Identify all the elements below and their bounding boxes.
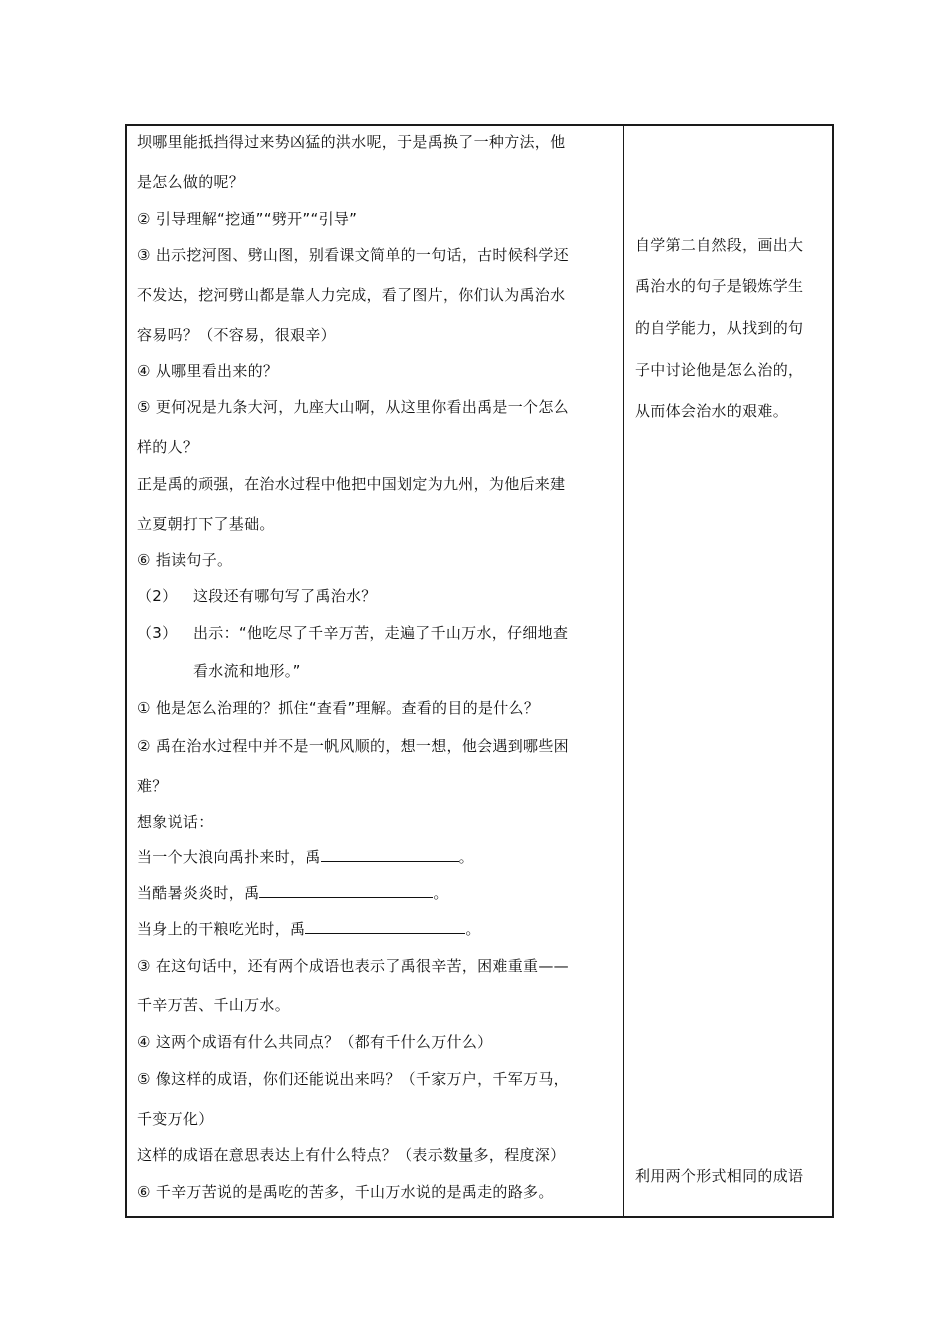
item-number: （3） xyxy=(137,624,178,642)
note-line: 从而体会治水的艰难。 xyxy=(635,402,789,420)
note-line: 子中讨论他是怎么治的， xyxy=(635,361,804,379)
fill-blank-prefix: 当身上的干粮吃光时，禹 xyxy=(137,920,306,938)
text-line: 容易吗？（不容易，很艰辛） xyxy=(137,326,336,344)
text-line: 这样的成语在意思表达上有什么特点？（表示数量多，程度深） xyxy=(137,1146,566,1164)
note-line: 利用两个形式相同的成语 xyxy=(635,1167,804,1185)
text-line: ② 引导理解“挖通”“劈开”“引导” xyxy=(137,210,358,228)
fill-blank-suffix: 。 xyxy=(433,884,449,902)
text-line: 坝哪里能抵挡得过来势凶猛的洪水呢，于是禹换了一种方法，他 xyxy=(137,133,566,151)
fill-blank-suffix: 。 xyxy=(458,848,474,866)
text-line: ③ 出示挖河图、劈山图，别看课文简单的一句话，古时候科学还 xyxy=(137,246,569,264)
column-divider xyxy=(623,126,624,1216)
note-line: 自学第二自然段，画出大 xyxy=(635,236,804,254)
lesson-table xyxy=(125,124,834,1218)
item-text: 这段还有哪句写了禹治水？ xyxy=(193,587,377,605)
fill-blank-line xyxy=(137,883,449,903)
item-number: （2） xyxy=(137,587,178,605)
text-line: 想象说话： xyxy=(137,813,214,831)
blank-underline xyxy=(305,919,465,934)
text-line: 难？ xyxy=(137,777,168,795)
blank-underline xyxy=(259,883,433,898)
text-line: ⑥ 指读句子。 xyxy=(137,551,233,569)
fill-blank-prefix: 当一个大浪向禹扑来时，禹 xyxy=(137,848,321,866)
text-line: ⑥ 千辛万苦说的是禹吃的苦多，千山万水说的是禹走的路多。 xyxy=(137,1183,554,1201)
item-text: 出示：“他吃尽了千辛万苦，走遍了千山万水，仔细地查 xyxy=(193,624,569,642)
fill-blank-line xyxy=(137,919,481,939)
text-line: ⑤ 更何况是九条大河，九座大山啊，从这里你看出禹是一个怎么 xyxy=(137,398,569,416)
text-line: 样的人？ xyxy=(137,438,199,456)
text-line: 正是禹的顽强，在治水过程中他把中国划定为九州，为他后来建 xyxy=(137,475,566,493)
text-line: 千辛万苦、千山万水。 xyxy=(137,996,291,1014)
text-line: 不发达，挖河劈山都是靠人力完成，看了图片，你们认为禹治水 xyxy=(137,286,566,304)
note-line: 禹治水的句子是锻炼学生 xyxy=(635,277,804,295)
fill-blank-suffix: 。 xyxy=(465,920,481,938)
text-line: 立夏朝打下了基础。 xyxy=(137,515,275,533)
text-line: ⑤ 像这样的成语，你们还能说出来吗？（千家万户，千军万马， xyxy=(137,1070,569,1088)
item-text-continued: 看水流和地形。” xyxy=(193,662,301,680)
text-line: ④ 这两个成语有什么共同点？（都有千什么万什么） xyxy=(137,1033,493,1051)
text-line: ① 他是怎么治理的？抓住“查看”理解。查看的目的是什么？ xyxy=(137,699,540,717)
blank-underline xyxy=(321,847,459,862)
fill-blank-line xyxy=(137,847,474,867)
text-line: ③ 在这句话中，还有两个成语也表示了禹很辛苦，困难重重—— xyxy=(137,957,569,975)
text-line: ② 禹在治水过程中并不是一帆风顺的，想一想，他会遇到哪些困 xyxy=(137,737,569,755)
text-line: 千变万化） xyxy=(137,1110,214,1128)
fill-blank-prefix: 当酷暑炎炎时，禹 xyxy=(137,884,260,902)
text-line: ④ 从哪里看出来的？ xyxy=(137,362,279,380)
note-line: 的自学能力，从找到的句 xyxy=(635,319,804,337)
text-line: 是怎么做的呢？ xyxy=(137,173,245,191)
